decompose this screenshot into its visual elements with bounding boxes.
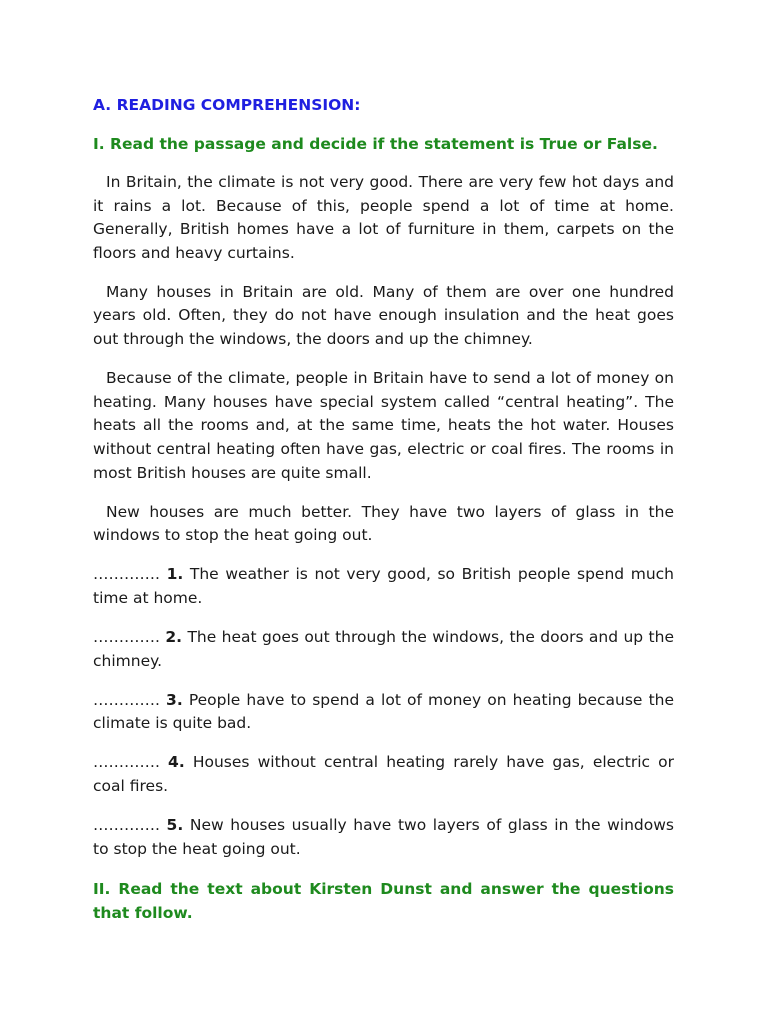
- passage-paragraph-4: New houses are much better. They have two layers of glass in the windows to stop the heat going out.: [93, 502, 674, 545]
- statement-text: People have to spend a lot of money on heating because the climate is quite bad.: [93, 690, 675, 733]
- statement-text: New houses usually have two layers of glass in the windows to stop the heat going out.: [93, 816, 674, 858]
- passage-paragraph-3: Because of the climate, people in Britain have to send a lot of money on heating. Many houses have special system called “central heating”. The heats all the rooms and, at the same time, heats the hot water. Houses without central heating often have gas, electric or coal fires. The rooms in most British houses are quite small.: [93, 369, 674, 482]
- part1-instruction: I. Read the passage and decide if the statement is True or False.: [93, 135, 658, 153]
- statement-3: [93, 689, 674, 736]
- statement-1: [93, 563, 674, 610]
- part2-instruction: II. Read the text about Kirsten Dunst and answer the questions that follow.: [93, 879, 674, 922]
- statement-5: [93, 814, 674, 861]
- statement-number: 5.: [166, 816, 184, 835]
- passage-paragraph-2: Many houses in Britain are old. Many of them are over one hundred years old. Often, they do not have enough insulation and the heat goes out through the windows, the doors and up the chimney.: [93, 282, 674, 349]
- statement-text: The heat goes out through the windows, the doors and up the chimney.: [93, 628, 674, 670]
- answer-blank[interactable]: ………….: [93, 690, 160, 709]
- statement-2: [93, 626, 674, 673]
- statement-text: Houses without central heating rarely have gas, electric or coal fires.: [93, 753, 674, 795]
- answer-blank[interactable]: ………….: [93, 816, 160, 835]
- statement-number: 4.: [168, 753, 185, 772]
- statement-number: 2.: [165, 628, 183, 646]
- statement-4: [93, 751, 674, 798]
- answer-blank[interactable]: ………….: [93, 628, 160, 646]
- statement-text: The weather is not very good, so British people spend much time at home.: [93, 565, 674, 607]
- statement-number: 1.: [166, 565, 184, 584]
- document-page: [93, 93, 674, 940]
- statement-number: 3.: [166, 690, 183, 709]
- answer-blank[interactable]: ………….: [93, 565, 160, 584]
- answer-blank[interactable]: ………….: [93, 753, 160, 772]
- passage-paragraph-1: In Britain, the climate is not very good. There are very few hot days and it rains a lot. Because of this, people spend a lot of time at home. Generally, British homes have a lot of furniture in them, carpets on the floors and heavy curtains.: [93, 173, 674, 262]
- section-title: A. READING COMPREHENSION:: [93, 96, 361, 114]
